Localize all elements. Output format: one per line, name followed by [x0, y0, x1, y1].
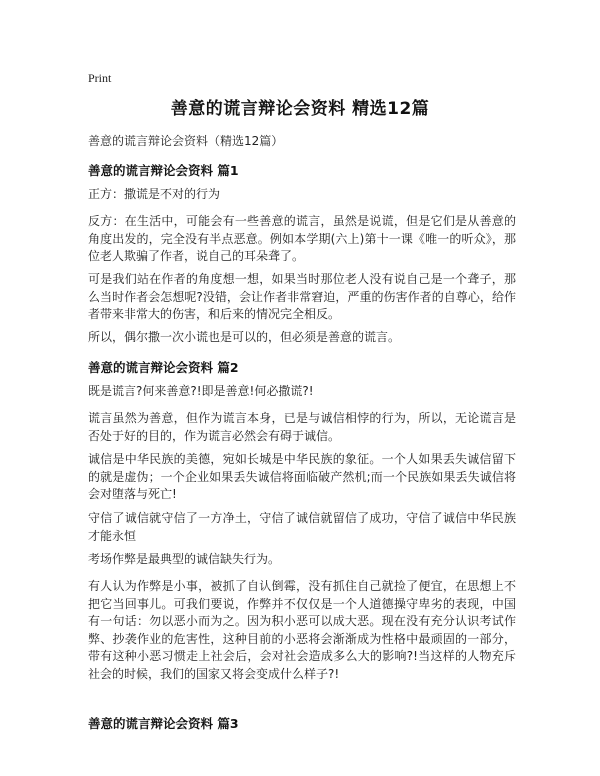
- paragraph: 反方：在生活中，可能会有一些善意的谎言，虽然是说谎，但是它们是从善意的角度出发的，完全没有半点恶意。例如本学期(六上)第十一课《唯一的听众》，那位老人欺骗了作者，说自己的耳朵聋了。: [88, 214, 516, 263]
- paragraph: 诚信是中华民族的美德，宛如长城是中华民族的象征。一个人如果丢失诚信留下的就是虚伪；一个企业如果丢失诚信将面临破产然机;而一个民族如果丢失诚信将会对堕落与死亡!: [88, 452, 516, 501]
- paragraph: 所以，偶尔撒一次小谎也是可以的，但必须是善意的谎言。: [88, 330, 401, 344]
- paragraph: 既是谎言?何来善意?!即是善意!何必撒谎?!: [88, 384, 314, 398]
- paragraph: 正方：撒谎是不对的行为: [88, 187, 221, 201]
- paragraph: 守信了诚信就守信了一方净土，守信了诚信就留信了成功，守信了诚信中华民族才能永恒: [88, 511, 516, 543]
- paragraph: 考场作弊是最典型的诚信缺失行为。: [88, 552, 281, 566]
- document-subtitle: 善意的谎言辩论会资料（精选12篇）: [88, 134, 284, 148]
- section-heading-2: 善意的谎言辩论会资料 篇2: [88, 360, 239, 375]
- paragraph: 有人认为作弊是小事，被抓了自认倒霉，没有抓住自己就捡了便宜，在思想上不把它当回事儿。可我们要说，作弊并不仅仅是一个人道德操守卑劣的表现，中国有一句话：勿以恶小而为之。因为积小恶可以成大恶。现在没有充分认识考试作弊、抄袭作业的危害性，这种目前的小恶将会渐渐成为性格中最顽固的一部分，带有这种小恶习惯走上社会后，会对社会造成多么大的影响?!当这样的人物充斥社会的时候，我们的国家又将会变成什么样子?!: [88, 579, 516, 681]
- section-heading-1: 善意的谎言辩论会资料 篇1: [88, 163, 239, 178]
- page-title: 善意的谎言辩论会资料 精选12篇: [170, 99, 430, 119]
- paragraph: 谎言虽然为善意，但作为谎言本身，已是与诚信相悖的行为，所以，无论谎言是否处于好的目的，作为谎言必然会有碍于诚信。: [88, 411, 516, 443]
- paragraph: 可是我们站在作者的角度想一想，如果当时那位老人没有说自己是一个聋子，那么当时作者会怎想呢?没错，会让作者非常窘迫，严重的伤害作者的自尊心，给作者带来非常大的伤害，和后来的情况完全相反。: [88, 272, 516, 321]
- section-heading-3: 善意的谎言辩论会资料 篇3: [88, 716, 239, 731]
- print-link[interactable]: Print: [88, 71, 112, 85]
